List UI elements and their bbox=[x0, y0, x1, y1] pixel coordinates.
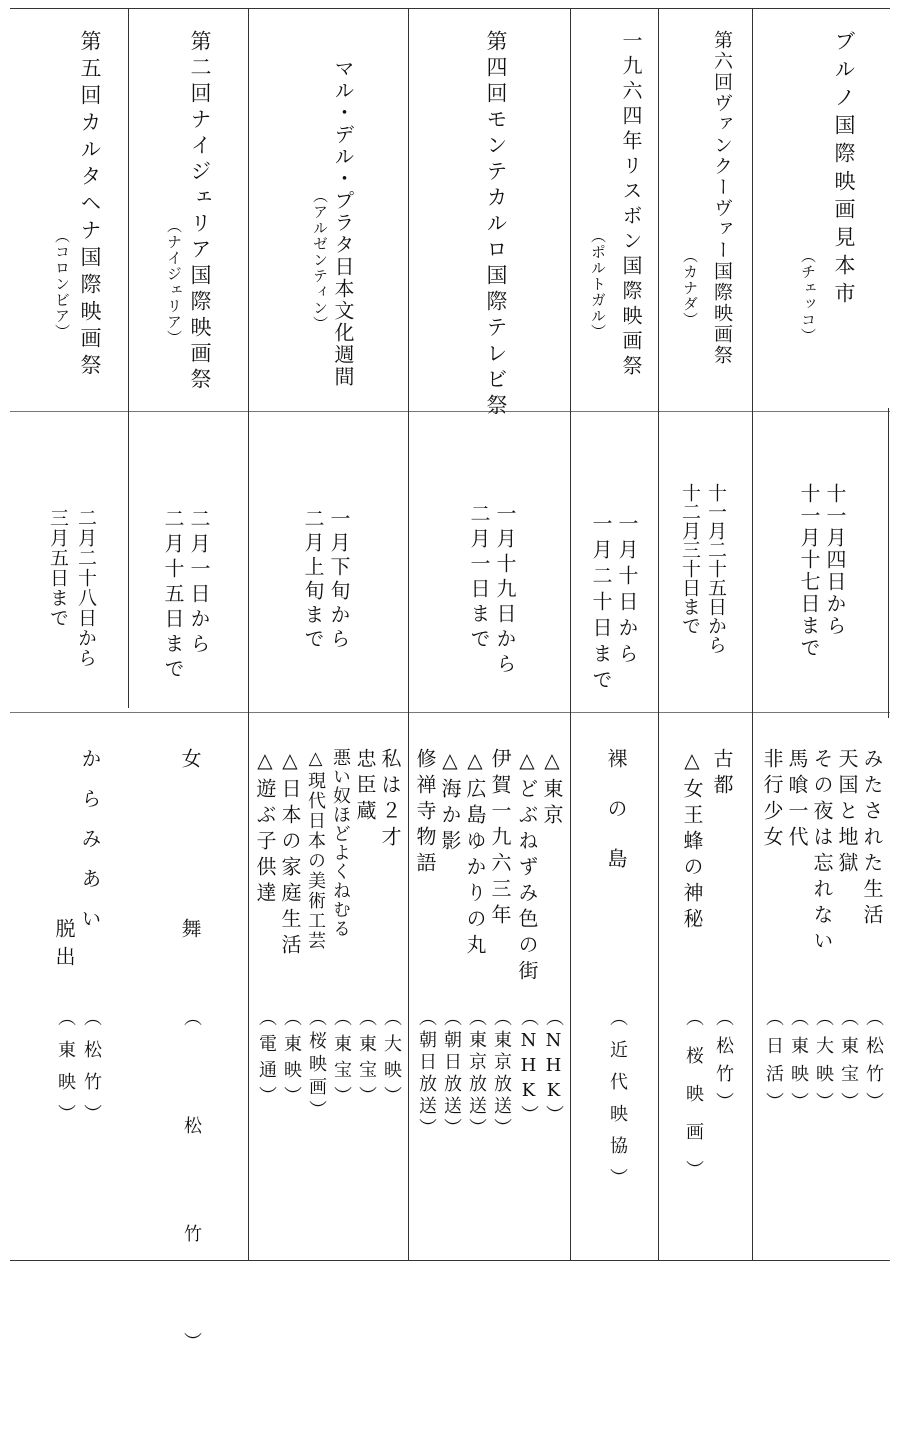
film-title: 天国と地獄 bbox=[835, 748, 859, 878]
films-cell bbox=[410, 718, 570, 1258]
date-start: 一月十日から bbox=[615, 513, 639, 669]
film-title: △広島ゆかりの丸 bbox=[463, 748, 487, 960]
studio-name: （東京放送） bbox=[466, 1008, 487, 1140]
festival-cell bbox=[10, 8, 128, 408]
date-start: 二月一日から bbox=[187, 508, 211, 658]
film-title: 伊賀一九六三年 bbox=[488, 748, 512, 930]
date-start: 二月二十八日から bbox=[75, 508, 97, 668]
film-title: 悪い奴ほどよくねむる bbox=[330, 748, 351, 938]
film-title: △海か影 bbox=[438, 748, 462, 856]
film-title: 私は２才 bbox=[378, 748, 402, 852]
column-montecarlo bbox=[410, 8, 570, 1262]
right-border bbox=[888, 408, 889, 718]
studio-name: （大映） bbox=[381, 1008, 402, 1112]
studio-name: （朝日放送） bbox=[441, 1008, 462, 1140]
festival-country: （ポルトガル） bbox=[589, 228, 607, 340]
date-start: 一月十九日から bbox=[493, 503, 517, 678]
col-divider-2 bbox=[248, 8, 249, 1260]
film-title: △女王蜂の神秘 bbox=[680, 748, 704, 934]
film-title: 古都 bbox=[710, 748, 734, 800]
column-cartagena bbox=[10, 8, 128, 1262]
col-divider-3 bbox=[408, 8, 409, 1260]
film-title: からみあい bbox=[78, 748, 102, 948]
festival-name: 第五回カルタヘナ国際映画祭 bbox=[78, 30, 102, 381]
date-end: 二月十五日まで bbox=[161, 508, 185, 683]
festival-name: マル・デル・プラタ日本文化週間 bbox=[331, 58, 355, 388]
films-cell bbox=[10, 718, 128, 1258]
column-nigeria bbox=[130, 8, 248, 1440]
festival-cell bbox=[660, 8, 752, 408]
film-title: 裸の島 bbox=[604, 748, 628, 898]
date-end: 十二月三十日まで bbox=[679, 483, 701, 635]
date-end: 二月上旬まで bbox=[301, 508, 325, 652]
studio-name: （東映） bbox=[281, 1008, 302, 1112]
film-title: △どぶねずみ色の街 bbox=[515, 748, 539, 986]
film-title: 脱出 bbox=[52, 918, 76, 974]
films-cell bbox=[754, 718, 888, 1258]
festival-name: 第二回ナイジェリア国際映画祭 bbox=[188, 30, 212, 394]
date-end: 三月五日まで bbox=[47, 508, 69, 628]
film-title: △東京 bbox=[540, 748, 564, 830]
film-title: 馬喰一代 bbox=[785, 748, 809, 852]
studio-name: （NHK） bbox=[518, 1008, 539, 1127]
studio-name: （松竹） bbox=[181, 1008, 202, 1440]
studio-name: （東映） bbox=[55, 1008, 76, 1136]
festival-cell bbox=[410, 8, 570, 420]
film-title: △遊ぶ子供達 bbox=[253, 748, 277, 908]
festival-cell bbox=[754, 8, 888, 408]
festival-name: 一九六四年リスボン国際映画祭 bbox=[619, 30, 643, 380]
date-cell bbox=[660, 413, 752, 713]
date-start: 十一月四日から bbox=[823, 483, 847, 637]
date-cell bbox=[572, 413, 658, 713]
date-cell bbox=[130, 413, 248, 713]
studio-name: （松竹） bbox=[81, 1008, 102, 1136]
date-start: 一月下旬から bbox=[327, 508, 351, 652]
column-vancouver bbox=[660, 8, 752, 1262]
date-end: 一月二十日まで bbox=[589, 513, 613, 695]
studio-name: （松竹） bbox=[863, 1008, 884, 1120]
film-title: 非行少女 bbox=[760, 748, 784, 852]
date-start: 十一月二十五日から bbox=[705, 483, 727, 654]
col-divider-5 bbox=[658, 8, 659, 1260]
festival-country: （ナイジェリア） bbox=[165, 218, 183, 346]
film-title: 忠臣蔵 bbox=[353, 748, 377, 826]
studio-name: （日活） bbox=[763, 1008, 784, 1120]
date-end: 二月一日まで bbox=[467, 503, 491, 653]
studio-name: （近代映協） bbox=[607, 1008, 628, 1200]
films-cell bbox=[572, 718, 658, 1258]
films-cell bbox=[130, 718, 248, 1440]
festival-country: （アルゼンティン） bbox=[311, 188, 329, 332]
film-title: 女舞 bbox=[178, 748, 202, 1088]
festival-country: （カナダ） bbox=[681, 248, 699, 328]
film-title: △現代日本の美術工芸 bbox=[305, 748, 326, 951]
studio-name: （電通） bbox=[256, 1008, 277, 1112]
festival-name: ブルノ国際映画見本市 bbox=[832, 30, 856, 310]
festival-cell bbox=[250, 8, 408, 408]
col-divider-6 bbox=[752, 8, 753, 1260]
films-cell bbox=[250, 718, 408, 1258]
column-mar-del-plata bbox=[250, 8, 408, 1262]
studio-name: （東宝） bbox=[356, 1008, 377, 1112]
studio-name: （東宝） bbox=[838, 1008, 859, 1120]
column-lisbon bbox=[572, 8, 658, 1262]
studio-name: （朝日放送） bbox=[416, 1008, 437, 1140]
col-divider-1 bbox=[128, 8, 129, 708]
column-brno bbox=[754, 8, 888, 1262]
date-cell bbox=[250, 413, 408, 713]
festival-name: 第四回モンテカルロ国際テレビ祭 bbox=[484, 30, 508, 420]
festival-name: 第六回ヴァンクーヴァー国際映画祭 bbox=[711, 30, 733, 366]
studio-name: （桜映画） bbox=[306, 1008, 327, 1123]
festival-cell bbox=[572, 8, 658, 408]
date-cell bbox=[410, 413, 570, 713]
date-cell bbox=[10, 413, 128, 713]
studio-name: （東京放送） bbox=[491, 1008, 512, 1140]
festival-table bbox=[10, 8, 890, 1440]
festival-cell bbox=[130, 8, 248, 408]
studio-name: （大映） bbox=[813, 1008, 834, 1120]
studio-name: （東宝） bbox=[331, 1008, 352, 1112]
date-cell bbox=[754, 413, 888, 713]
col-divider-4 bbox=[570, 8, 571, 1260]
studio-name: （松竹） bbox=[713, 1008, 734, 1120]
date-end: 十一月十七日まで bbox=[797, 483, 821, 659]
film-title: 修禅寺物語 bbox=[413, 748, 437, 878]
studio-name: （NHK） bbox=[543, 1008, 564, 1127]
festival-country: （コロンビア） bbox=[53, 228, 71, 340]
films-cell bbox=[660, 718, 752, 1258]
studio-name: （東映） bbox=[788, 1008, 809, 1120]
film-title: みたされた生活 bbox=[860, 748, 884, 930]
film-title: △日本の家庭生活 bbox=[278, 748, 302, 960]
festival-country: （チェッコ） bbox=[799, 248, 817, 344]
studio-name: （桜映画） bbox=[683, 1008, 704, 1198]
film-title: その夜は忘れない bbox=[810, 748, 834, 956]
